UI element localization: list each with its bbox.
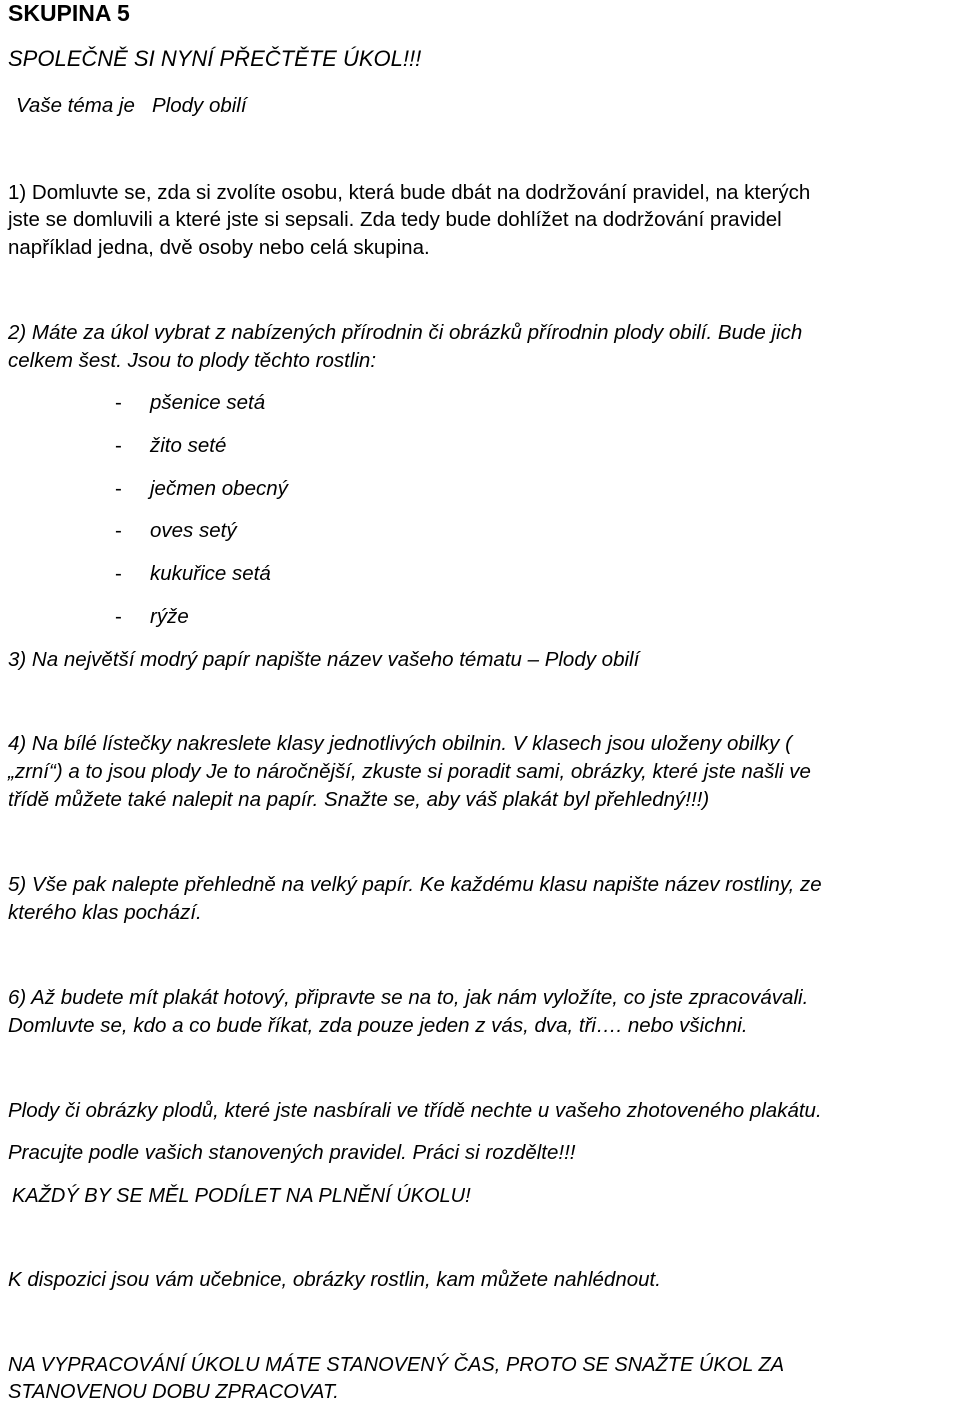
p8: Pracujte podle vašich stanovených pravidel. Práci si rozdělte!!! bbox=[8, 1141, 576, 1164]
p10: K dispozici jsou vám učebnice, obrázky rostlin, kam můžete nahlédnout. bbox=[8, 1268, 661, 1291]
p1-line-2: jste se domluvili a které jste si sepsali. Zda tedy bude dohlížet na dodržování pravidel bbox=[8, 208, 782, 231]
p2-line-2: celkem šest. Jsou to plody těchto rostlin: bbox=[8, 349, 377, 372]
bullet-dash: - bbox=[115, 391, 122, 414]
p1-line-1: 1) Domluvte se, zda si zvolíte osobu, která bude dbát na dodržování pravidel, na kterých bbox=[8, 181, 811, 204]
p1-line-3: například jedna, dvě osoby nebo celá skupina. bbox=[8, 236, 430, 259]
p6-line-2: Domluvte se, kdo a co bude říkat, zda pouze jeden z vás, dva, tři…. nebo všichni. bbox=[8, 1014, 748, 1037]
p9: KAŽDÝ BY SE MĚL PODÍLET NA PLNĚNÍ ÚKOLU! bbox=[12, 1185, 471, 1207]
plant-name: pšenice setá bbox=[150, 391, 266, 414]
bullet-dash: - bbox=[115, 434, 122, 457]
plant-name: oves setý bbox=[150, 519, 237, 542]
plant-item bbox=[115, 564, 271, 585]
p4-line-1: 4) Na bílé lístečky nakreslete klasy jednotlivých obilnin. V klasech jsou uloženy obilky ( bbox=[8, 732, 792, 755]
heading: SKUPINA 5 bbox=[8, 0, 130, 26]
plant-name: kukuřice setá bbox=[150, 562, 271, 585]
p11-line-1: NA VYPRACOVÁNÍ ÚKOLU MÁTE STANOVENÝ ČAS, PROTO SE SNAŽTE ÚKOL ZA bbox=[8, 1354, 785, 1376]
p11-line-2: STANOVENOU DOBU ZPRACOVAT. bbox=[8, 1381, 339, 1403]
plant-item bbox=[115, 521, 237, 542]
plant-name: žito seté bbox=[150, 434, 227, 457]
p2-line-1: 2) Máte za úkol vybrat z nabízených přírodnin či obrázků přírodnin plody obilí. Bude jich bbox=[8, 321, 803, 344]
p6-line-1: 6) Až budete mít plakát hotový, připravte se na to, jak nám vyložíte, co jste zpracovávali. bbox=[8, 986, 809, 1009]
p5-line-2: kterého klas pochází. bbox=[8, 901, 202, 924]
p5-line-1: 5) Vše pak nalepte přehledně na velký papír. Ke každému klasu napište název rostliny, ze bbox=[8, 873, 822, 896]
plant-item bbox=[115, 393, 265, 414]
bullet-dash: - bbox=[115, 477, 122, 500]
bullet-dash: - bbox=[115, 562, 122, 585]
p4-line-3: třídě můžete také nalepit na papír. Snažte se, aby váš plakát byl přehledný!!!) bbox=[8, 788, 710, 811]
plant-item bbox=[115, 436, 226, 457]
p7: Plody či obrázky plodů, které jste nasbírali ve třídě nechte u vašeho zhotoveného plakátu. bbox=[8, 1099, 822, 1122]
plant-name: rýže bbox=[150, 605, 189, 628]
bullet-dash: - bbox=[115, 605, 122, 628]
p3: 3) Na největší modrý papír napište název vašeho tématu – Plody obilí bbox=[8, 648, 640, 671]
plant-name: ječmen obecný bbox=[150, 477, 288, 500]
plant-item bbox=[115, 479, 288, 500]
p4-line-2: „zrní“) a to jsou plody Je to náročnější, zkuste si poradit sami, obrázky, které jste našli ve bbox=[8, 760, 811, 783]
topic-line: Vaše téma je Plody obilí bbox=[16, 94, 247, 117]
plant-item bbox=[115, 607, 189, 628]
instruction: SPOLEČNĚ SI NYNÍ PŘEČTĚTE ÚKOL!!! bbox=[8, 46, 422, 71]
bullet-dash: - bbox=[115, 519, 122, 542]
